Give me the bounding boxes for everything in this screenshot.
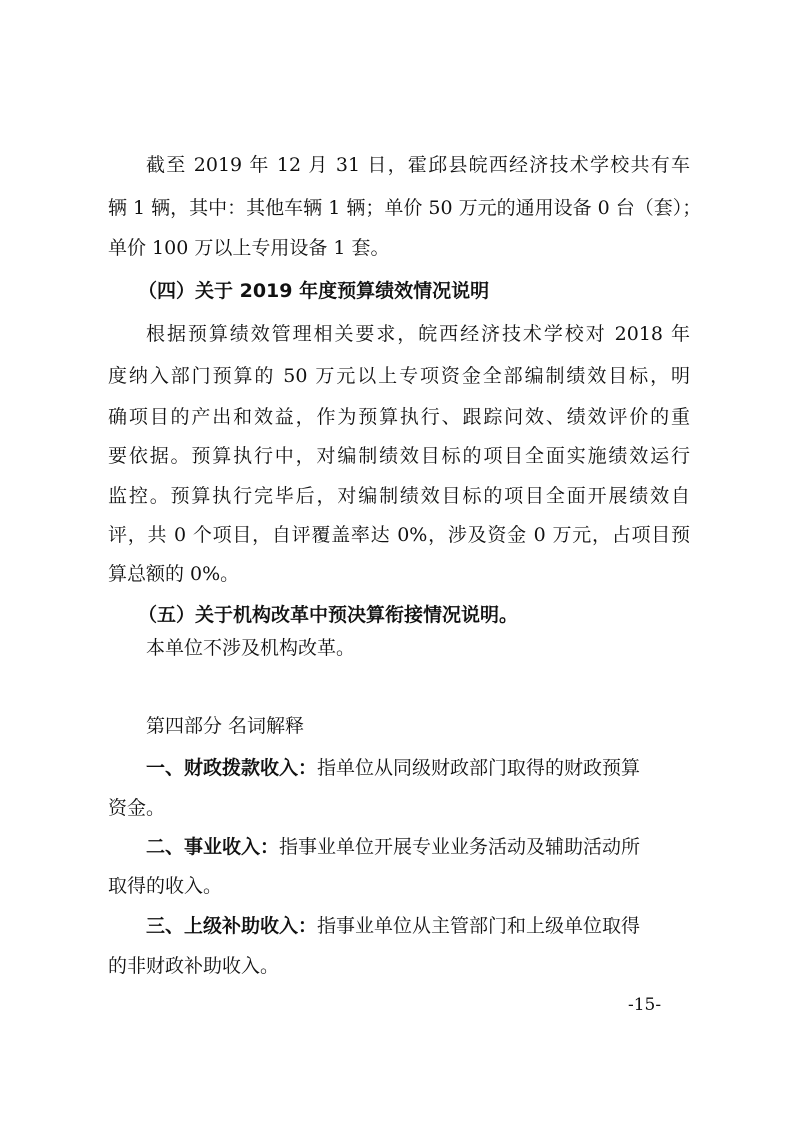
term-1-line-1 bbox=[146, 750, 690, 787]
performance-para-line-4: 要依据。预算执行中，对编制绩效目标的项目全面实施绩效运行 bbox=[108, 445, 690, 467]
section-5-title: （五）关于机构改革中预决算衔接情况说明。 bbox=[138, 604, 519, 626]
term-1-line-2: 资金。 bbox=[108, 797, 166, 819]
part-4-title: 第四部分 名词解释 bbox=[146, 715, 305, 737]
vehicle-para-line-2: 辆 1 辆，其中：其他车辆 1 辆；单价 50 万元的通用设备 0 台（套）； bbox=[108, 197, 702, 219]
performance-para-line-5: 监控。预算执行完毕后，对编制绩效目标的项目全面开展绩效自 bbox=[108, 485, 690, 507]
vehicle-para-line-3: 单价 100 万以上专用设备 1 套。 bbox=[108, 237, 390, 259]
section-4-title: （四）关于 2019 年度预算绩效情况说明 bbox=[138, 280, 490, 302]
performance-para-line-3: 确项目的产出和效益，作为预算执行、跟踪问效、绩效评价的重 bbox=[108, 406, 690, 428]
term-2-definition: 指事业单位开展专业业务活动及辅助活动所 bbox=[279, 836, 641, 858]
term-1-label: 一、财政拨款收入： bbox=[146, 757, 318, 779]
performance-para-line-1: 根据预算绩效管理相关要求，皖西经济技术学校对 2018 年 bbox=[146, 323, 690, 345]
performance-para-line-6: 评，共 0 个项目，自评覆盖率达 0%，涉及资金 0 万元，占项目预 bbox=[108, 524, 690, 546]
vehicle-para-line-1: 截至 2019 年 12 月 31 日，霍邱县皖西经济技术学校共有车 bbox=[146, 154, 690, 176]
reform-para: 本单位不涉及机构改革。 bbox=[146, 637, 356, 659]
term-3-label: 三、上级补助收入： bbox=[146, 915, 318, 937]
term-1-definition: 指单位从同级财政部门取得的财政预算 bbox=[317, 757, 641, 779]
term-2-line-2: 取得的收入。 bbox=[108, 875, 223, 897]
term-2-line-1 bbox=[146, 829, 690, 866]
term-2-label: 二、事业收入： bbox=[146, 836, 280, 858]
performance-para-line-2: 度纳入部门预算的 50 万元以上专项资金全部编制绩效目标，明 bbox=[108, 365, 690, 387]
term-3-line-1 bbox=[146, 908, 690, 945]
performance-para-line-7: 算总额的 0%。 bbox=[108, 563, 240, 585]
page-number: -15- bbox=[628, 995, 662, 1015]
term-3-line-2: 的非财政补助收入。 bbox=[108, 955, 280, 977]
term-3-definition: 指事业单位从主管部门和上级单位取得 bbox=[317, 915, 641, 937]
